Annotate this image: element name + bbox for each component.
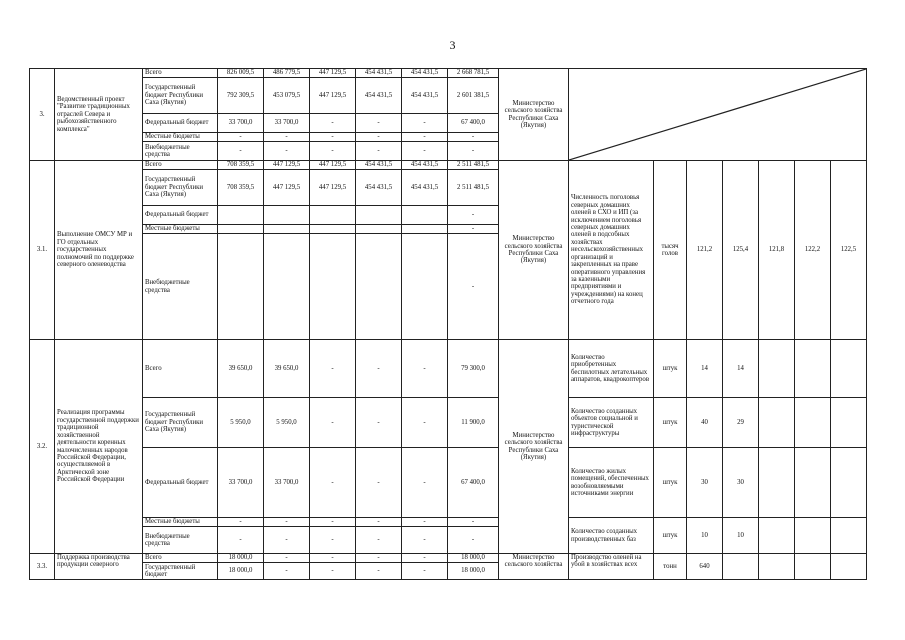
indicator-value: 30 [687, 448, 723, 518]
row-number: 3.2. [30, 340, 55, 554]
indicator-value [795, 448, 831, 518]
indicator-value [831, 340, 867, 398]
indicator-name: Численность поголовья северных домашних оленей в СХО и ИП (за исключением поголовья северных домашних оленей в подсобных хозяйствах несельскохозяйственных организаций и закрепленных на праве оперативного управления за казенными предприятиями и учреждениями) на конец отчетного года [569, 161, 654, 340]
indicator-value [723, 554, 759, 580]
funding-source: Всего [143, 161, 218, 170]
project-name: Ведомственный проект "Развитие традиционных отраслей Севера и рыбохозяйственного комплекса" [55, 69, 143, 161]
funding-value: 39 650,0 [264, 340, 310, 398]
funding-value: - [310, 527, 356, 554]
funding-value: - [264, 554, 310, 563]
funding-total: 18 000,0 [448, 554, 499, 563]
executor: Министерство сельского хозяйства Республики Саха (Якутия) [499, 161, 569, 340]
indicator-value: 10 [723, 518, 759, 554]
indicator-name: Количество приобретенных беспилотных летательных аппаратов, квадрокоптеров [569, 340, 654, 398]
funding-value [356, 234, 402, 340]
table-row [30, 554, 867, 563]
indicator-value [831, 398, 867, 448]
funding-value: - [310, 142, 356, 161]
executor: Министерство сельского хозяйства [499, 554, 569, 580]
funding-total: 2 511 481,5 [448, 170, 499, 206]
funding-value: - [310, 448, 356, 518]
funding-value: 447 129,5 [310, 161, 356, 170]
table-row [30, 340, 867, 398]
program-table [29, 68, 867, 580]
table-row [30, 161, 867, 170]
funding-value [218, 206, 264, 225]
funding-value: 5 950,0 [264, 398, 310, 448]
funding-total: 11 900,0 [448, 398, 499, 448]
funding-value: - [402, 563, 448, 580]
funding-total: 67 400,0 [448, 114, 499, 133]
funding-source: Местные бюджеты [143, 518, 218, 527]
executor: Министерство сельского хозяйства Республики Саха (Якутия) [499, 69, 569, 161]
funding-value: 454 431,5 [356, 170, 402, 206]
indicator-value: 122,5 [831, 161, 867, 340]
funding-value: - [402, 142, 448, 161]
funding-value: 18 000,0 [218, 563, 264, 580]
funding-value: - [264, 563, 310, 580]
funding-total: 2 668 781,5 [448, 69, 499, 78]
funding-value: 447 129,5 [264, 170, 310, 206]
funding-source: Федеральный бюджет [143, 114, 218, 133]
funding-source: Местные бюджеты [143, 133, 218, 142]
funding-total: - [448, 142, 499, 161]
executor: Министерство сельского хозяйства Республики Саха (Якутия) [499, 340, 569, 554]
indicator-value [759, 398, 795, 448]
funding-value: - [218, 133, 264, 142]
funding-value: - [402, 398, 448, 448]
funding-value: - [218, 527, 264, 554]
funding-total: - [448, 234, 499, 340]
indicator-unit: тысяч голов [654, 161, 687, 340]
funding-source: Всего [143, 69, 218, 78]
funding-value: 454 431,5 [356, 161, 402, 170]
funding-value: 18 000,0 [218, 554, 264, 563]
funding-source: Внебюджетные средства [143, 142, 218, 161]
funding-value: - [356, 133, 402, 142]
funding-value: - [310, 340, 356, 398]
funding-source: Всего [143, 554, 218, 563]
funding-total: - [448, 518, 499, 527]
funding-value: 454 431,5 [356, 78, 402, 114]
indicator-name: Производство оленей на убой в хозяйствах всех [569, 554, 654, 580]
funding-value: 33 700,0 [218, 448, 264, 518]
funding-value: - [310, 554, 356, 563]
funding-value: - [356, 142, 402, 161]
row-number: 3. [30, 69, 55, 161]
funding-value: - [402, 554, 448, 563]
table-row [30, 518, 867, 527]
indicator-value: 29 [723, 398, 759, 448]
funding-total: 2 601 381,5 [448, 78, 499, 114]
funding-value [264, 206, 310, 225]
funding-value: - [356, 563, 402, 580]
funding-value: 447 129,5 [310, 69, 356, 78]
indicator-value [795, 398, 831, 448]
funding-value [402, 234, 448, 340]
funding-source: Внебюджетные средства [143, 527, 218, 554]
funding-value: - [356, 398, 402, 448]
funding-value [310, 206, 356, 225]
funding-value: - [264, 133, 310, 142]
funding-value: 33 700,0 [218, 114, 264, 133]
table-row [30, 398, 867, 448]
indicator-value [795, 518, 831, 554]
indicator-value: 121,2 [687, 161, 723, 340]
indicator-value: 125,4 [723, 161, 759, 340]
row-number: 3.3. [30, 554, 55, 580]
funding-total: - [448, 527, 499, 554]
funding-value: - [402, 340, 448, 398]
funding-value: - [402, 527, 448, 554]
funding-value: - [310, 518, 356, 527]
funding-value: 826 009,5 [218, 69, 264, 78]
funding-value: - [356, 340, 402, 398]
funding-value: 708 359,5 [218, 161, 264, 170]
indicator-unit: тонн [654, 554, 687, 580]
indicator-value: 14 [723, 340, 759, 398]
funding-value: 708 359,5 [218, 170, 264, 206]
funding-source: Государственный бюджет [143, 563, 218, 580]
diagonal-strike-cell [569, 69, 867, 161]
funding-value: - [402, 133, 448, 142]
indicator-value [795, 554, 831, 580]
funding-source: Всего [143, 340, 218, 398]
funding-value: - [310, 114, 356, 133]
funding-value: - [264, 527, 310, 554]
indicator-unit: штук [654, 398, 687, 448]
indicator-value: 10 [687, 518, 723, 554]
funding-value: - [218, 142, 264, 161]
funding-total: 67 400,0 [448, 448, 499, 518]
funding-total: - [448, 133, 499, 142]
funding-value: 792 309,5 [218, 78, 264, 114]
funding-value [310, 234, 356, 340]
indicator-value [759, 554, 795, 580]
funding-source: Федеральный бюджет [143, 448, 218, 518]
funding-value: - [356, 518, 402, 527]
activity-name: Выполнение ОМСУ МР и ГО отдельных государственных полномочий по поддержке северного оленеводства [55, 161, 143, 340]
funding-total: - [448, 225, 499, 234]
funding-value: - [356, 448, 402, 518]
indicator-value: 122,2 [795, 161, 831, 340]
funding-value [402, 225, 448, 234]
funding-value [264, 234, 310, 340]
funding-source: Государственный бюджет Республики Саха (Якутия) [143, 78, 218, 114]
funding-total: 18 000,0 [448, 563, 499, 580]
funding-value: - [218, 518, 264, 527]
funding-value: 447 129,5 [310, 78, 356, 114]
funding-value: 447 129,5 [264, 161, 310, 170]
funding-value: 39 650,0 [218, 340, 264, 398]
table-row [30, 69, 867, 78]
funding-value: - [402, 518, 448, 527]
page-number: 3 [449, 38, 456, 52]
funding-source: Федеральный бюджет [143, 206, 218, 225]
funding-source: Местные бюджеты [143, 225, 218, 234]
funding-value: 447 129,5 [310, 170, 356, 206]
funding-value: 454 431,5 [402, 78, 448, 114]
funding-value: - [402, 114, 448, 133]
funding-value: 453 079,5 [264, 78, 310, 114]
indicator-value [759, 340, 795, 398]
funding-value [218, 225, 264, 234]
indicator-value: 30 [723, 448, 759, 518]
funding-value: 454 431,5 [356, 69, 402, 78]
funding-value [218, 234, 264, 340]
indicator-value [831, 448, 867, 518]
row-number: 3.1. [30, 161, 55, 340]
indicator-value: 640 [687, 554, 723, 580]
funding-value: - [356, 527, 402, 554]
table-row [30, 448, 867, 518]
funding-value [264, 225, 310, 234]
funding-value [402, 206, 448, 225]
funding-value: - [356, 554, 402, 563]
funding-value: 454 431,5 [402, 161, 448, 170]
funding-total: - [448, 206, 499, 225]
funding-value: - [264, 518, 310, 527]
funding-source: Государственный бюджет Республики Саха (Якутия) [143, 170, 218, 206]
funding-value: - [310, 563, 356, 580]
funding-total: 79 300,0 [448, 340, 499, 398]
activity-name: Поддержка производства продукции северного [55, 554, 143, 580]
funding-value: 5 950,0 [218, 398, 264, 448]
activity-name: Реализация программы государственной поддержки традиционной хозяйственной деятельности коренных малочисленных народов Российской Федерации, осуществляемой в Арктической зоне Российской Федерации [55, 340, 143, 554]
indicator-name: Количество созданных объектов социальной и туристической инфраструктуры [569, 398, 654, 448]
funding-value: 486 779,5 [264, 69, 310, 78]
funding-value: 33 700,0 [264, 448, 310, 518]
funding-value: - [356, 114, 402, 133]
indicator-value: 121,8 [759, 161, 795, 340]
funding-source: Внебюджетные средства [143, 234, 218, 340]
indicator-value: 14 [687, 340, 723, 398]
indicator-name: Количество жилых помещений, обеспеченных возобновляемыми источниками энергии [569, 448, 654, 518]
indicator-value [795, 340, 831, 398]
funding-value [310, 225, 356, 234]
indicator-value [759, 448, 795, 518]
indicator-unit: штук [654, 518, 687, 554]
funding-value: - [310, 398, 356, 448]
funding-value: - [310, 133, 356, 142]
indicator-value [831, 518, 867, 554]
funding-value: 454 431,5 [402, 170, 448, 206]
funding-value [356, 225, 402, 234]
indicator-value [759, 518, 795, 554]
indicator-unit: штук [654, 340, 687, 398]
funding-source: Государственный бюджет Республики Саха (Якутия) [143, 398, 218, 448]
indicator-value: 40 [687, 398, 723, 448]
funding-value: 454 431,5 [402, 69, 448, 78]
funding-value: - [264, 142, 310, 161]
funding-total: 2 511 481,5 [448, 161, 499, 170]
indicator-name: Количество созданных производственных баз [569, 518, 654, 554]
indicator-value [831, 554, 867, 580]
funding-value: - [402, 448, 448, 518]
funding-value: 33 700,0 [264, 114, 310, 133]
funding-value [356, 206, 402, 225]
indicator-unit: штук [654, 448, 687, 518]
